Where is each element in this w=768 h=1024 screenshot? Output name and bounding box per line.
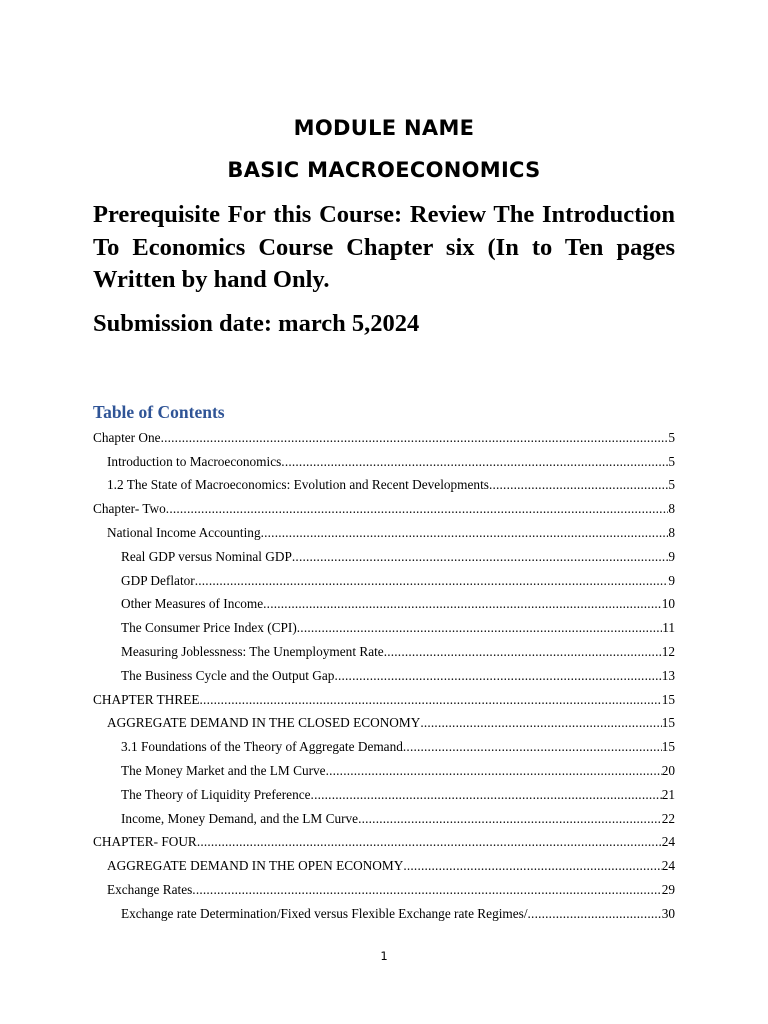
- toc-entry[interactable]: [93, 446, 675, 470]
- toc-dot-leader: [311, 787, 662, 803]
- toc-entry-page[interactable]: 30: [661, 905, 675, 921]
- toc-entry-label[interactable]: AGGREGATE DEMAND IN THE OPEN ECONOMY: [107, 858, 404, 874]
- prerequisite-text: Prerequisite For this Course: Review The Introduction To Economics Course Chapter six (In to Ten pages Written by hand Only.: [93, 201, 675, 293]
- toc-entry-page[interactable]: 5: [668, 477, 675, 493]
- toc-entry-page[interactable]: 13: [661, 667, 675, 683]
- toc-dot-leader: [292, 549, 668, 565]
- toc-entry-page[interactable]: 8: [668, 524, 675, 540]
- toc-entry-label[interactable]: The Consumer Price Index (CPI): [121, 620, 297, 636]
- toc-dot-leader: [261, 525, 669, 541]
- toc-dot-leader: [197, 834, 662, 850]
- toc-entry-label[interactable]: Introduction to Macroeconomics: [107, 453, 282, 469]
- toc-entry[interactable]: [93, 874, 675, 898]
- toc-dot-leader: [528, 906, 662, 922]
- toc-dot-leader: [403, 739, 662, 755]
- submission-date: Submission date: march 5,2024: [93, 310, 420, 337]
- toc-entry[interactable]: [93, 731, 675, 755]
- toc-heading[interactable]: Table of Contents: [93, 402, 225, 422]
- toc-entry-label[interactable]: Measuring Joblessness: The Unemployment Rate: [121, 643, 384, 659]
- toc-entry[interactable]: [93, 589, 675, 613]
- toc-dot-leader: [297, 620, 662, 636]
- toc-entry[interactable]: [93, 517, 675, 541]
- toc-dot-leader: [166, 501, 669, 517]
- toc-dot-leader: [326, 763, 662, 779]
- toc-entry-label[interactable]: Chapter- Two: [93, 501, 166, 517]
- toc-entry[interactable]: [93, 612, 675, 636]
- toc-entry-label[interactable]: Chapter One: [93, 429, 161, 445]
- toc-entry-page[interactable]: 8: [668, 501, 675, 517]
- toc-entry[interactable]: [93, 803, 675, 827]
- toc-dot-leader: [489, 477, 668, 493]
- toc-entry-page[interactable]: 15: [661, 715, 675, 731]
- toc-entry[interactable]: [93, 636, 675, 660]
- toc-dot-leader: [420, 715, 661, 731]
- toc-entry[interactable]: [93, 755, 675, 779]
- toc-entry-page[interactable]: 12: [661, 643, 675, 659]
- toc-entry-label[interactable]: The Money Market and the LM Curve: [121, 762, 326, 778]
- toc-entry-label[interactable]: CHAPTER- FOUR: [93, 834, 197, 850]
- toc-entry[interactable]: [93, 850, 675, 874]
- toc-entry[interactable]: [93, 898, 675, 922]
- toc-dot-leader: [384, 644, 662, 660]
- toc-entry-page[interactable]: 15: [661, 739, 675, 755]
- toc-dot-leader: [161, 430, 669, 446]
- toc-entry-label[interactable]: Exchange rate Determination/Fixed versus Flexible Exchange rate Regimes/: [121, 905, 528, 921]
- toc-entry-label[interactable]: GDP Deflator: [121, 572, 195, 588]
- module-label: MODULE NAME: [293, 116, 475, 140]
- toc-entry-page[interactable]: 22: [661, 810, 675, 826]
- toc-entry-page[interactable]: 10: [661, 596, 675, 612]
- toc-entry[interactable]: [93, 541, 675, 565]
- table-of-contents: [93, 422, 675, 922]
- toc-entry-page[interactable]: 15: [661, 691, 675, 707]
- toc-entry-label[interactable]: AGGREGATE DEMAND IN THE CLOSED ECONOMY: [107, 715, 421, 731]
- toc-dot-leader: [334, 668, 661, 684]
- toc-entry-page[interactable]: 9: [668, 548, 675, 564]
- toc-dot-leader: [358, 811, 662, 827]
- toc-entry[interactable]: [93, 470, 675, 494]
- toc-entry-page[interactable]: 9: [668, 572, 675, 588]
- toc-entry-page[interactable]: 11: [662, 620, 675, 636]
- toc-entry-page[interactable]: 20: [661, 762, 675, 778]
- page-number: 1: [380, 949, 388, 963]
- toc-dot-leader: [200, 692, 662, 708]
- toc-entry-label[interactable]: National Income Accounting: [107, 524, 261, 540]
- toc-entry-label[interactable]: Income, Money Demand, and the LM Curve: [121, 810, 359, 826]
- toc-entry-label[interactable]: Exchange Rates: [107, 881, 193, 897]
- toc-entry-page[interactable]: 5: [668, 453, 675, 469]
- toc-entry-page[interactable]: 21: [661, 786, 675, 802]
- toc-entry-label[interactable]: Other Measures of Income: [121, 596, 264, 612]
- toc-entry-page[interactable]: 29: [661, 881, 675, 897]
- module-title: BASIC MACROECONOMICS: [227, 158, 541, 182]
- toc-dot-leader: [195, 573, 669, 589]
- toc-entry-label[interactable]: 3.1 Foundations of the Theory of Aggregate Demand: [121, 739, 403, 755]
- toc-entry[interactable]: [93, 708, 675, 732]
- toc-entry[interactable]: [93, 493, 675, 517]
- toc-entry-page[interactable]: 24: [661, 834, 675, 850]
- toc-dot-leader: [403, 858, 661, 874]
- toc-dot-leader: [281, 454, 668, 470]
- toc-entry[interactable]: [93, 660, 675, 684]
- toc-entry[interactable]: [93, 684, 675, 708]
- toc-entry-label[interactable]: CHAPTER THREE: [93, 691, 200, 707]
- toc-dot-leader: [263, 596, 662, 612]
- toc-entry[interactable]: [93, 565, 675, 589]
- toc-entry-label[interactable]: 1.2 The State of Macroeconomics: Evolution and Recent Developments: [107, 477, 489, 493]
- toc-dot-leader: [192, 882, 661, 898]
- toc-entry-page[interactable]: 5: [668, 429, 675, 445]
- toc-entry-label[interactable]: The Business Cycle and the Output Gap: [121, 667, 335, 683]
- toc-entry-page[interactable]: 24: [661, 858, 675, 874]
- toc-entry-label[interactable]: Real GDP versus Nominal GDP: [121, 548, 292, 564]
- toc-entry[interactable]: [93, 827, 675, 851]
- toc-entry[interactable]: [93, 422, 675, 446]
- toc-entry-label[interactable]: The Theory of Liquidity Preference: [121, 786, 311, 802]
- toc-entry[interactable]: [93, 779, 675, 803]
